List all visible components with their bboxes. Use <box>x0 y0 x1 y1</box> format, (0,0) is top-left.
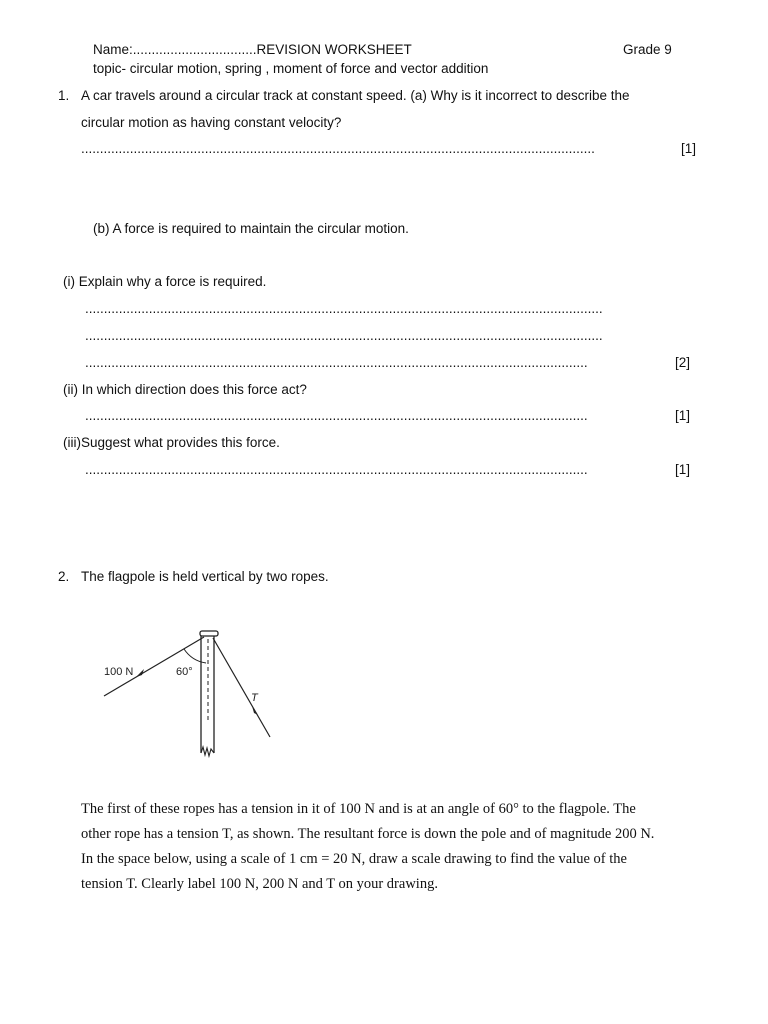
q1biii-label: (iii)Suggest what provides this force. <box>63 435 280 450</box>
right-rope <box>213 638 270 737</box>
q1b-intro: (b) A force is required to maintain the circular motion. <box>93 221 409 236</box>
force-label-100n: 100 N <box>104 666 134 678</box>
q1-number: 1. <box>58 88 70 103</box>
q1bii-marks: [1] <box>675 408 691 423</box>
pole-broken-end <box>201 747 214 756</box>
q1bi-answer-line-3[interactable]: ...................................................................................................................................... <box>85 355 588 370</box>
q2-intro: The flagpole is held vertical by two ropes. <box>81 569 329 584</box>
q1a-marks: [1] <box>681 141 697 156</box>
q1-text-line1: A car travels around a circular track at constant speed. (a) Why is it incorrect to describe the <box>81 88 630 103</box>
q1-text-line2: circular motion as having constant velocity? <box>81 115 342 130</box>
q2-paragraph-line2: other rope has a tension T, as shown. The resultant force is down the pole and of magnitude 200 N. <box>81 826 655 842</box>
flagpole-diagram-svg <box>96 625 286 765</box>
q1bii-answer-line[interactable]: ...................................................................................................................................... <box>85 408 588 423</box>
grade-label: Grade 9 <box>623 42 672 57</box>
angle-arc <box>184 649 206 663</box>
q2-paragraph-line1: The first of these ropes has a tension in it of 100 N and is at an angle of 60° to the flagpole. The <box>81 801 636 817</box>
q2-paragraph-line3: In the space below, using a scale of 1 cm = 20 N, draw a scale drawing to find the value of the <box>81 851 627 867</box>
pole-cap <box>200 631 218 636</box>
q1biii-marks: [1] <box>675 462 691 477</box>
q1bi-answer-line-2[interactable]: .......................................................................................................................................... <box>85 328 603 343</box>
q1bi-marks: [2] <box>675 355 691 370</box>
q1bi-label: (i) Explain why a force is required. <box>63 274 267 289</box>
tension-label: T <box>251 692 258 704</box>
angle-label: 60° <box>176 666 193 678</box>
q1bi-answer-line-1[interactable]: .......................................................................................................................................... <box>85 301 603 316</box>
q2-paragraph-line4: tension T. Clearly label 100 N, 200 N and T on your drawing. <box>81 876 438 892</box>
topic-line: topic- circular motion, spring , moment of force and vector addition <box>93 61 489 76</box>
q1bii-label: (ii) In which direction does this force act? <box>63 382 307 397</box>
name-worksheet-title: Name:.................................REVISION WORKSHEET <box>93 42 412 57</box>
q1a-answer-line[interactable]: ......................................................................................................................................... <box>81 141 595 156</box>
q1biii-answer-line[interactable]: ...................................................................................................................................... <box>85 462 588 477</box>
q2-number: 2. <box>58 569 70 584</box>
flagpole-diagram <box>96 625 286 765</box>
